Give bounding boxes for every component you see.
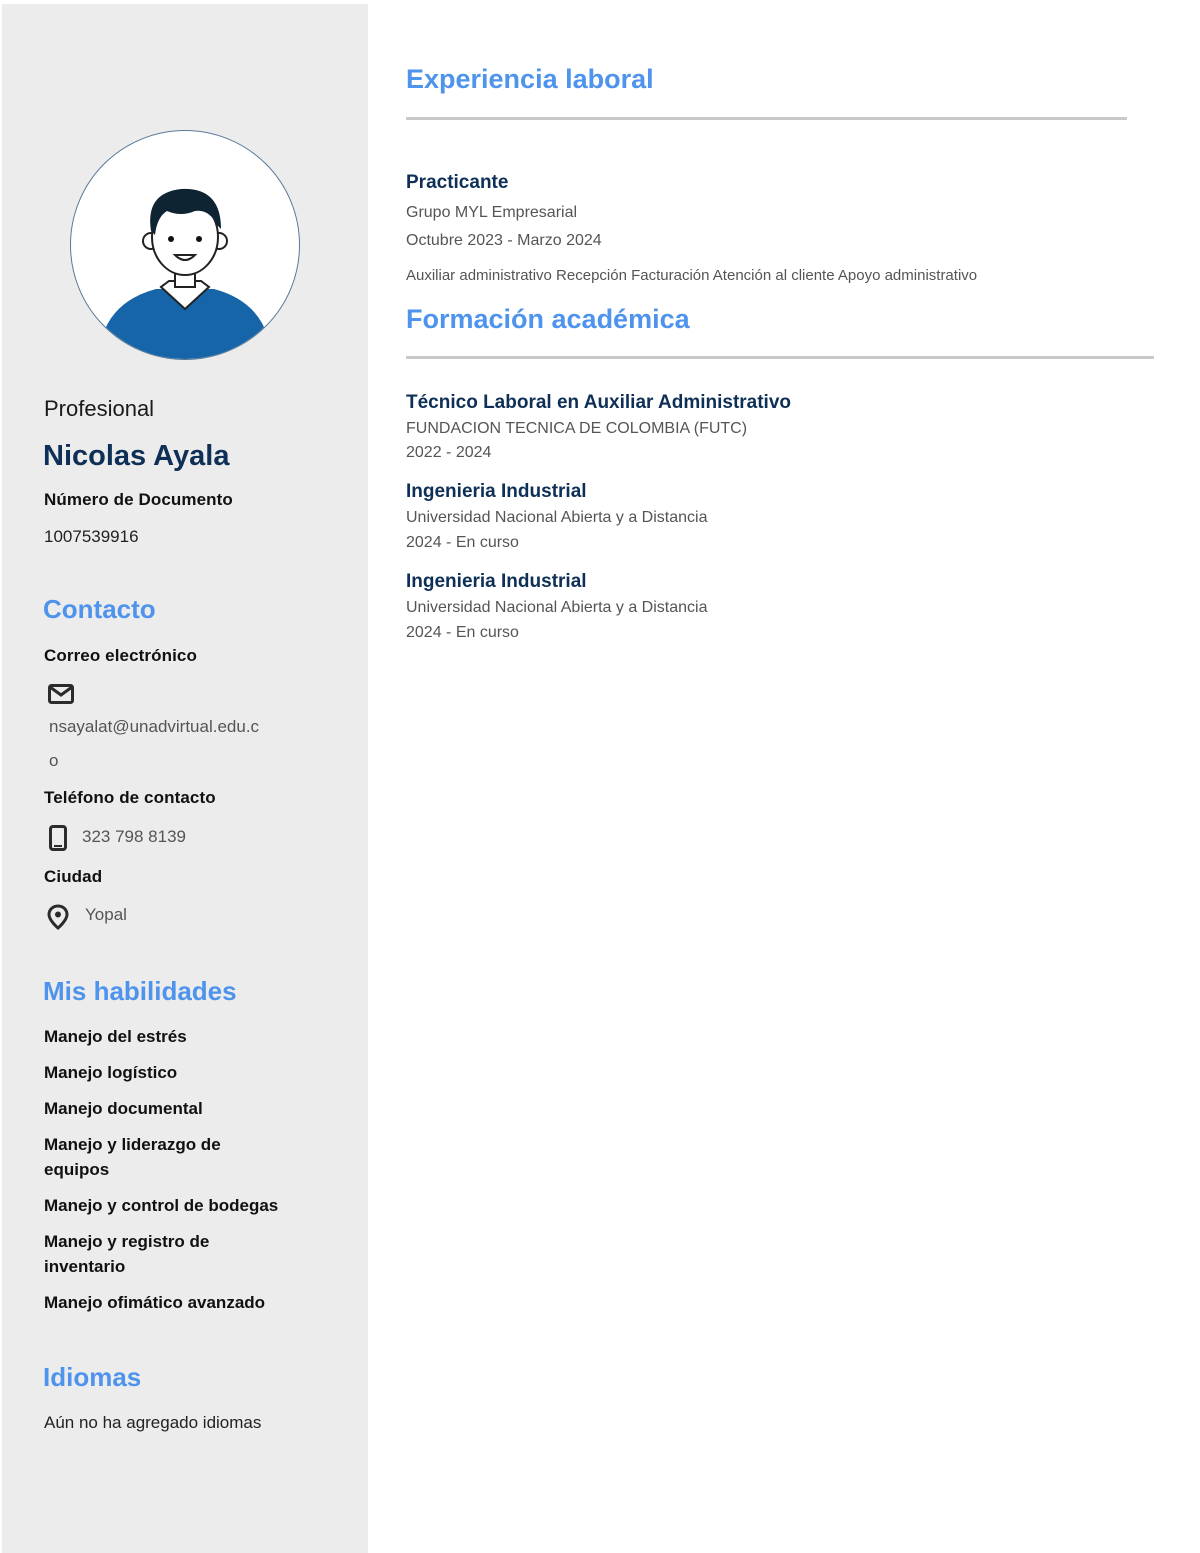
mail-icon [48,684,74,709]
education-dates: 2022 - 2024 [406,444,492,461]
experience-title: Practicante [406,172,509,193]
smartphone-icon [49,825,67,856]
skill-item: Manejo y registro de inventario [44,1232,210,1276]
education-institution: Universidad Nacional Abierta y a Distancia [406,599,708,616]
email-label: Correo electrónico [44,646,197,665]
education-dates: 2024 - En curso [406,624,519,641]
education-title: Técnico Laboral en Auxiliar Administrativo [406,392,792,413]
contact-heading: Contacto [43,594,156,624]
education-institution: FUNDACION TECNICA DE COLOMBIA (FUTC) [406,420,748,437]
phone-value[interactable]: 323 798 8139 [82,827,186,846]
skill-item: Manejo del estrés [44,1027,187,1046]
phone-label: Teléfono de contacto [44,788,216,807]
avatar-illustration [71,131,299,359]
skill-item: Manejo logístico [44,1063,178,1082]
languages-text: Aún no ha agregado idiomas [44,1413,262,1432]
experience-description: Auxiliar administrativo Recepción Facturación Atención al cliente Apoyo administrativo [406,267,978,284]
education-title: Ingenieria Industrial [406,571,587,592]
location-pin-icon [47,904,69,935]
email-value-line2[interactable]: o [49,751,59,770]
languages-heading: Idiomas [43,1362,142,1392]
experience-heading: Experiencia laboral [406,64,654,94]
education-dates: 2024 - En curso [406,534,519,551]
skill-item: Manejo ofimático avanzado [44,1293,266,1312]
education-divider [406,356,1154,359]
education-title: Ingenieria Industrial [406,481,587,502]
skill-item: Manejo documental [44,1099,203,1118]
city-value: Yopal [85,905,127,924]
city-label: Ciudad [44,867,103,886]
experience-company: Grupo MYL Empresarial [406,204,578,221]
education-institution: Universidad Nacional Abierta y a Distancia [406,509,708,526]
profile-avatar [70,130,300,360]
document-label: Número de Documento [44,490,233,509]
document-value: 1007539916 [44,527,139,546]
experience-dates: Octubre 2023 - Marzo 2024 [406,232,602,249]
skill-item: Manejo y liderazgo de equipos [44,1135,221,1179]
profile-name: Nicolas Ayala [43,440,230,472]
email-value-line1[interactable]: nsayalat@unadvirtual.edu.c [49,717,260,736]
skills-list [44,1024,334,1326]
skills-heading: Mis habilidades [43,976,237,1006]
education-heading: Formación académica [406,304,690,334]
profile-role: Profesional [44,396,155,421]
experience-divider [406,117,1127,120]
skill-item: Manejo y control de bodegas [44,1196,279,1215]
